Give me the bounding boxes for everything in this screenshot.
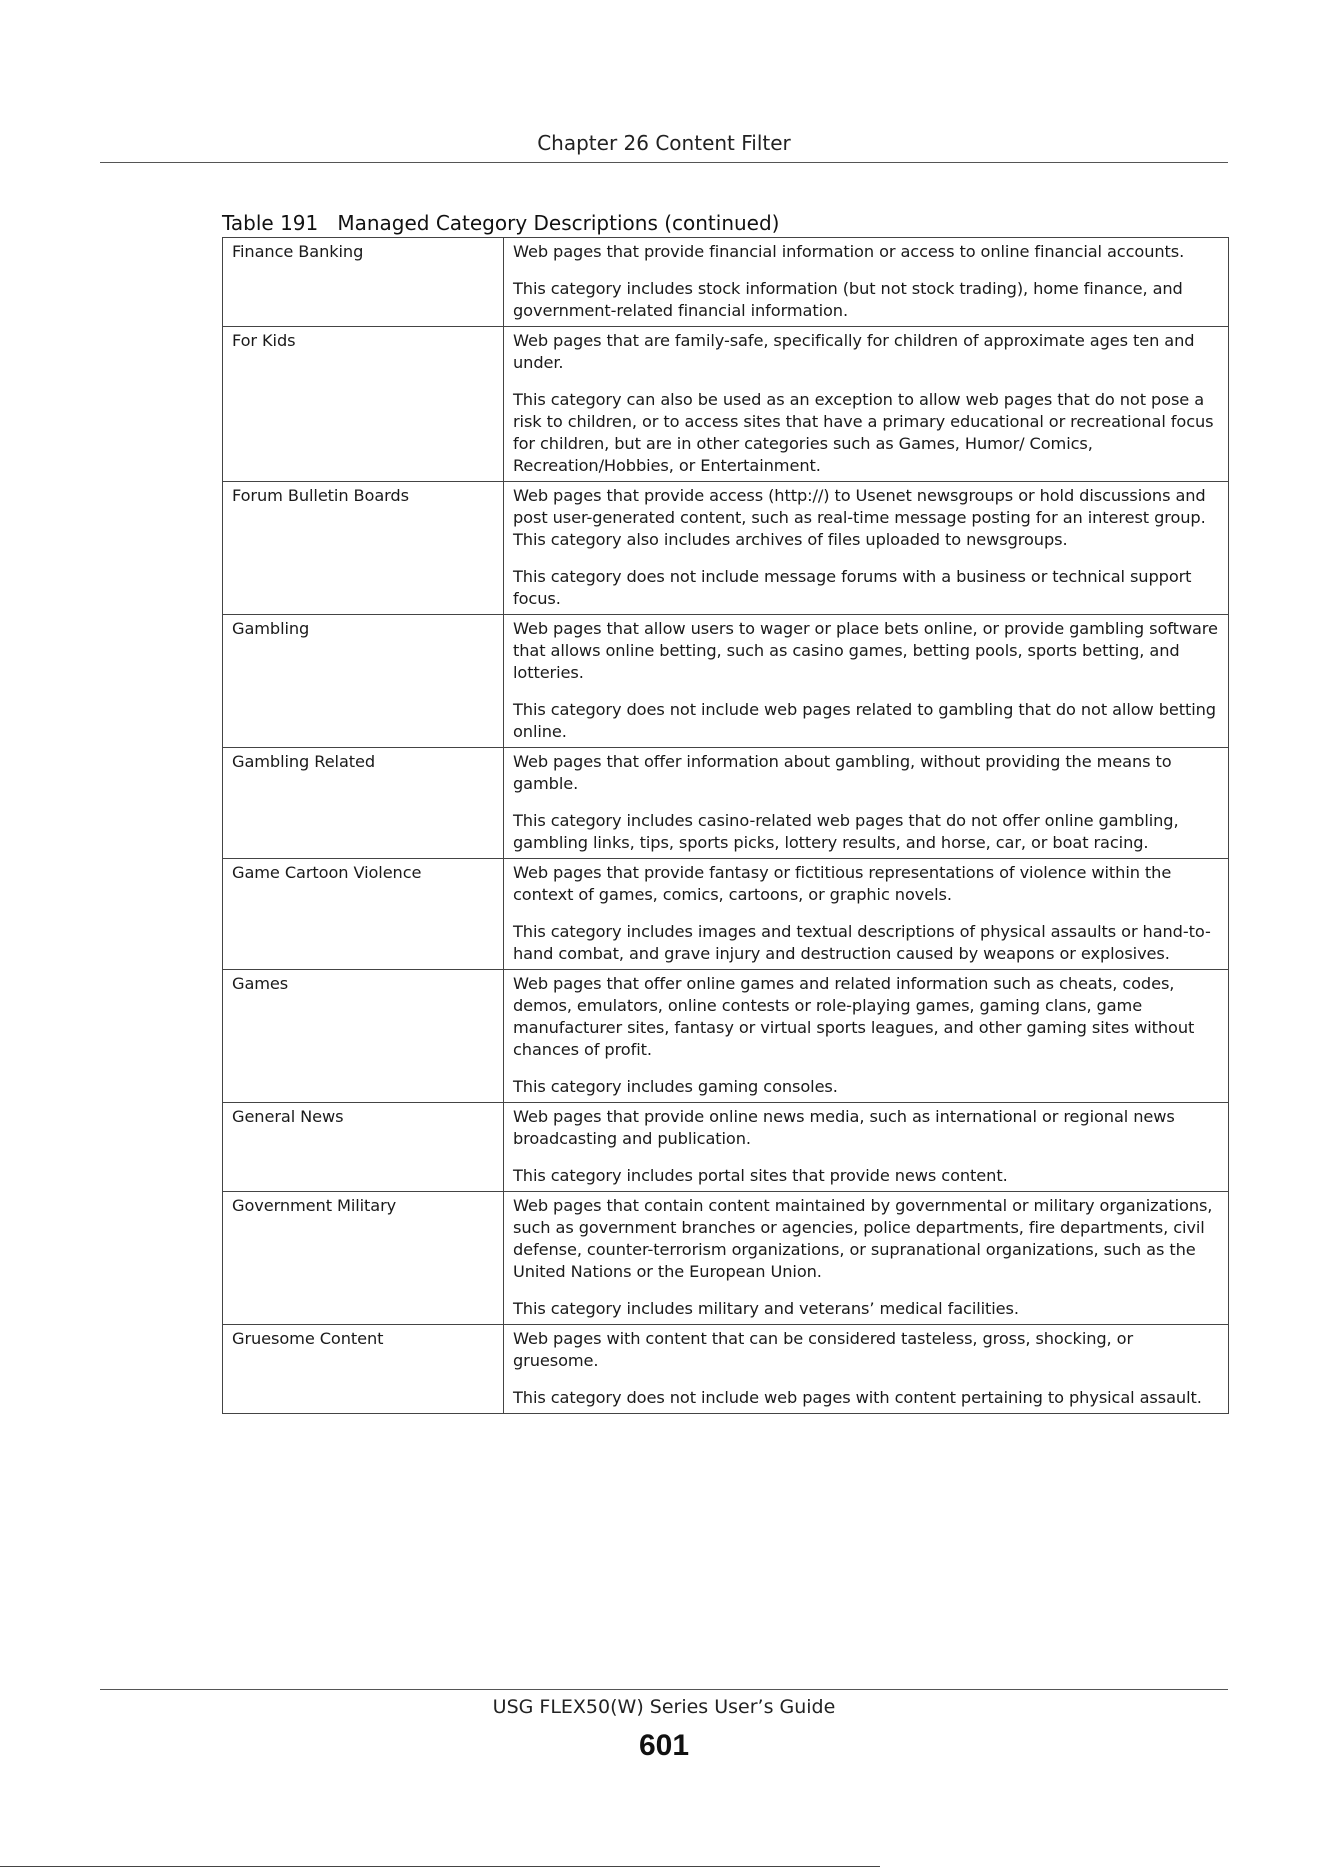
description-paragraph: Web pages that are family-safe, specifically for children of approximate ages ten and under. xyxy=(513,331,1195,372)
description-paragraph: This category does not include web pages with content pertaining to physical assault. xyxy=(513,1388,1202,1407)
category-name-cell xyxy=(223,859,504,970)
description-paragraph: This category does not include message forums with a business or technical support focus. xyxy=(513,567,1192,608)
description-paragraph: Web pages that contain content maintained by governmental or military organizations, such as government branches or agencies, police departments, fire departments, civil defense, counter-terrorism organizations, or supranational organizations, such as the United Nations or the European Union. xyxy=(513,1196,1213,1281)
description-paragraph: This category includes images and textual descriptions of physical assaults or hand-to-hand combat, and grave injury and destruction caused by weapons or explosives. xyxy=(513,922,1211,963)
category-name-cell xyxy=(223,748,504,859)
category-description-cell xyxy=(504,970,1229,1103)
category-name: General News xyxy=(232,1107,344,1126)
table-row xyxy=(223,1103,1229,1192)
description-paragraph: Web pages that provide fantasy or fictitious representations of violence within the context of games, comics, cartoons, or graphic novels. xyxy=(513,863,1172,904)
description-paragraph: This category includes stock information (but not stock trading), home finance, and government-related financial information. xyxy=(513,279,1183,320)
table-row xyxy=(223,970,1229,1103)
category-description-cell xyxy=(504,1103,1229,1192)
description-paragraph: This category includes portal sites that provide news content. xyxy=(513,1166,1008,1185)
category-description-cell xyxy=(504,327,1229,482)
table-row xyxy=(223,1325,1229,1414)
category-name: Finance Banking xyxy=(232,242,364,261)
category-name-cell xyxy=(223,1325,504,1414)
category-name: Gruesome Content xyxy=(232,1329,384,1348)
page-number: 601 xyxy=(638,1729,690,1762)
chapter-title: Chapter 26 Content Filter xyxy=(537,131,791,155)
category-name-cell xyxy=(223,615,504,748)
category-name-cell xyxy=(223,1192,504,1325)
category-description-cell xyxy=(504,859,1229,970)
bottom-edge-rule xyxy=(0,1866,880,1867)
category-name-cell xyxy=(223,327,504,482)
page-header xyxy=(100,128,1228,163)
category-name: Forum Bulletin Boards xyxy=(232,486,409,505)
footer-divider xyxy=(100,1689,1228,1690)
category-name-cell xyxy=(223,238,504,327)
category-description-cell xyxy=(504,1325,1229,1414)
description-paragraph: Web pages that provide financial information or access to online financial accounts. xyxy=(513,242,1185,261)
table-row xyxy=(223,1192,1229,1325)
guide-title: USG FLEX50(W) Series User’s Guide xyxy=(492,1696,836,1718)
category-name: Games xyxy=(232,974,289,993)
description-paragraph: This category includes casino-related web pages that do not offer online gambling, gambling links, tips, sports picks, lottery results, and horse, car, or boat racing. xyxy=(513,811,1179,852)
table-row xyxy=(223,327,1229,482)
category-description-cell xyxy=(504,748,1229,859)
category-name: Gambling xyxy=(232,619,310,638)
category-name-cell xyxy=(223,1103,504,1192)
category-name-cell xyxy=(223,482,504,615)
category-description-cell xyxy=(504,615,1229,748)
category-name: Game Cartoon Violence xyxy=(232,863,422,882)
category-description-cell xyxy=(504,238,1229,327)
description-paragraph: Web pages that provide access (http://) to Usenet newsgroups or hold discussions and post user-generated content, such as real-time message posting for an interest group. This category also includes archives of files uploaded to newsgroups. xyxy=(513,486,1206,549)
category-name: Government Military xyxy=(232,1196,397,1215)
description-paragraph: Web pages that allow users to wager or place bets online, or provide gambling software that allows online betting, such as casino games, betting pools, sports betting, and lotteries. xyxy=(513,619,1218,682)
managed-category-table xyxy=(222,237,1229,1414)
table-row xyxy=(223,238,1229,327)
description-paragraph: Web pages with content that can be considered tasteless, gross, shocking, or gruesome. xyxy=(513,1329,1133,1370)
table-row xyxy=(223,482,1229,615)
description-paragraph: This category includes military and veterans’ medical facilities. xyxy=(513,1299,1019,1318)
description-paragraph: This category can also be used as an exception to allow web pages that do not pose a risk to children, or to access sites that have a primary educational or recreational focus for children, but are in other categories such as Games, Humor/ Comics, Recreation/Hobbies, or Entertainment. xyxy=(513,390,1214,475)
description-paragraph: Web pages that offer information about gambling, without providing the means to gamble. xyxy=(513,752,1172,793)
description-paragraph: This category does not include web pages related to gambling that do not allow betting online. xyxy=(513,700,1216,741)
category-name: For Kids xyxy=(232,331,296,350)
description-paragraph: This category includes gaming consoles. xyxy=(513,1077,838,1096)
category-name: Gambling Related xyxy=(232,752,376,771)
table-caption: Table 191 Managed Category Descriptions (continued) xyxy=(222,211,780,235)
category-description-cell xyxy=(504,482,1229,615)
category-description-cell xyxy=(504,1192,1229,1325)
category-name-cell xyxy=(223,970,504,1103)
table-row xyxy=(223,615,1229,748)
description-paragraph: Web pages that offer online games and related information such as cheats, codes, demos, emulators, online contests or role-playing games, gaming clans, game manufacturer sites, fantasy or virtual sports leagues, and other gaming sites without chances of profit. xyxy=(513,974,1195,1059)
table-row xyxy=(223,859,1229,970)
table-row xyxy=(223,748,1229,859)
description-paragraph: Web pages that provide online news media, such as international or regional news broadcasting and publication. xyxy=(513,1107,1175,1148)
